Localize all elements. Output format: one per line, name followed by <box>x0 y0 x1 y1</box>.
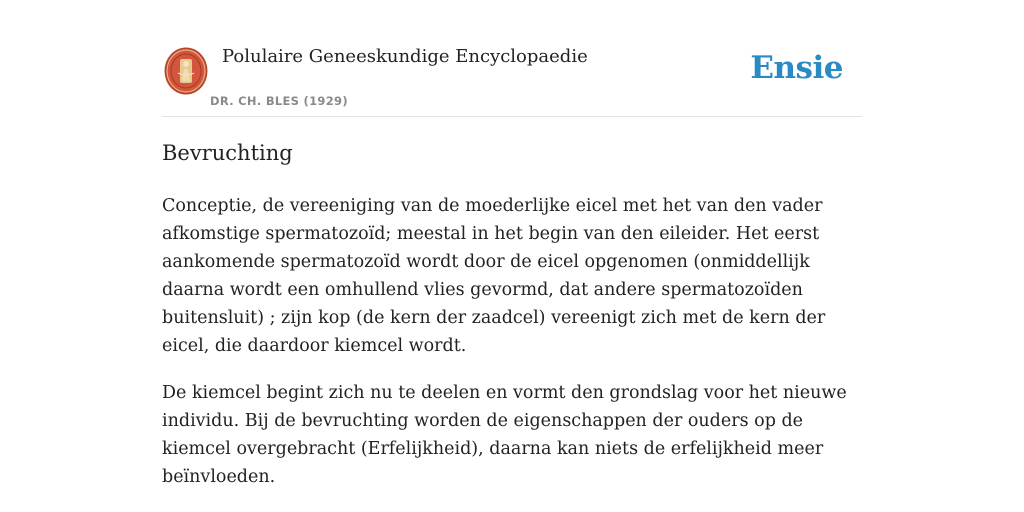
article-paragraph: De kiemcel begint zich nu te deelen en vormt den grondslag voor het nieuwe individu. Bij de bevruchting worden de eigenschappen der ouders op de kiemcel overgebracht (Erfelijkheid), daarna kan niets de erfelijkheid meer beïnvloeden. <box>162 383 847 487</box>
encyclopedia-cover-icon[interactable] <box>164 47 208 95</box>
brand-logo[interactable]: Ensie <box>750 50 843 86</box>
article-title: Bevruchting <box>162 141 293 165</box>
author-label: DR. CH. BLES (1929) <box>210 94 348 108</box>
encyclopedia-title[interactable]: Polulaire Geneeskundige Encyclopaedie <box>222 46 588 67</box>
article-paragraph: Conceptie, de vereeniging van de moederlijke eicel met het van den vader afkomstige spermatozoïd; meestal in het begin van den eileider. Het eerst aankomende spermatozoïd wordt door de eicel opgenomen (onmiddellijk daarna wordt een omhullend vlies gevormd, dat andere spermatozoïden buitensluit) ; zijn kop (de kern der zaadcel) vereenigt zich met de kern der eicel, die daardoor kiemcel wordt. <box>162 196 826 356</box>
article-body <box>162 192 862 510</box>
header <box>162 0 862 117</box>
page <box>162 0 862 487</box>
